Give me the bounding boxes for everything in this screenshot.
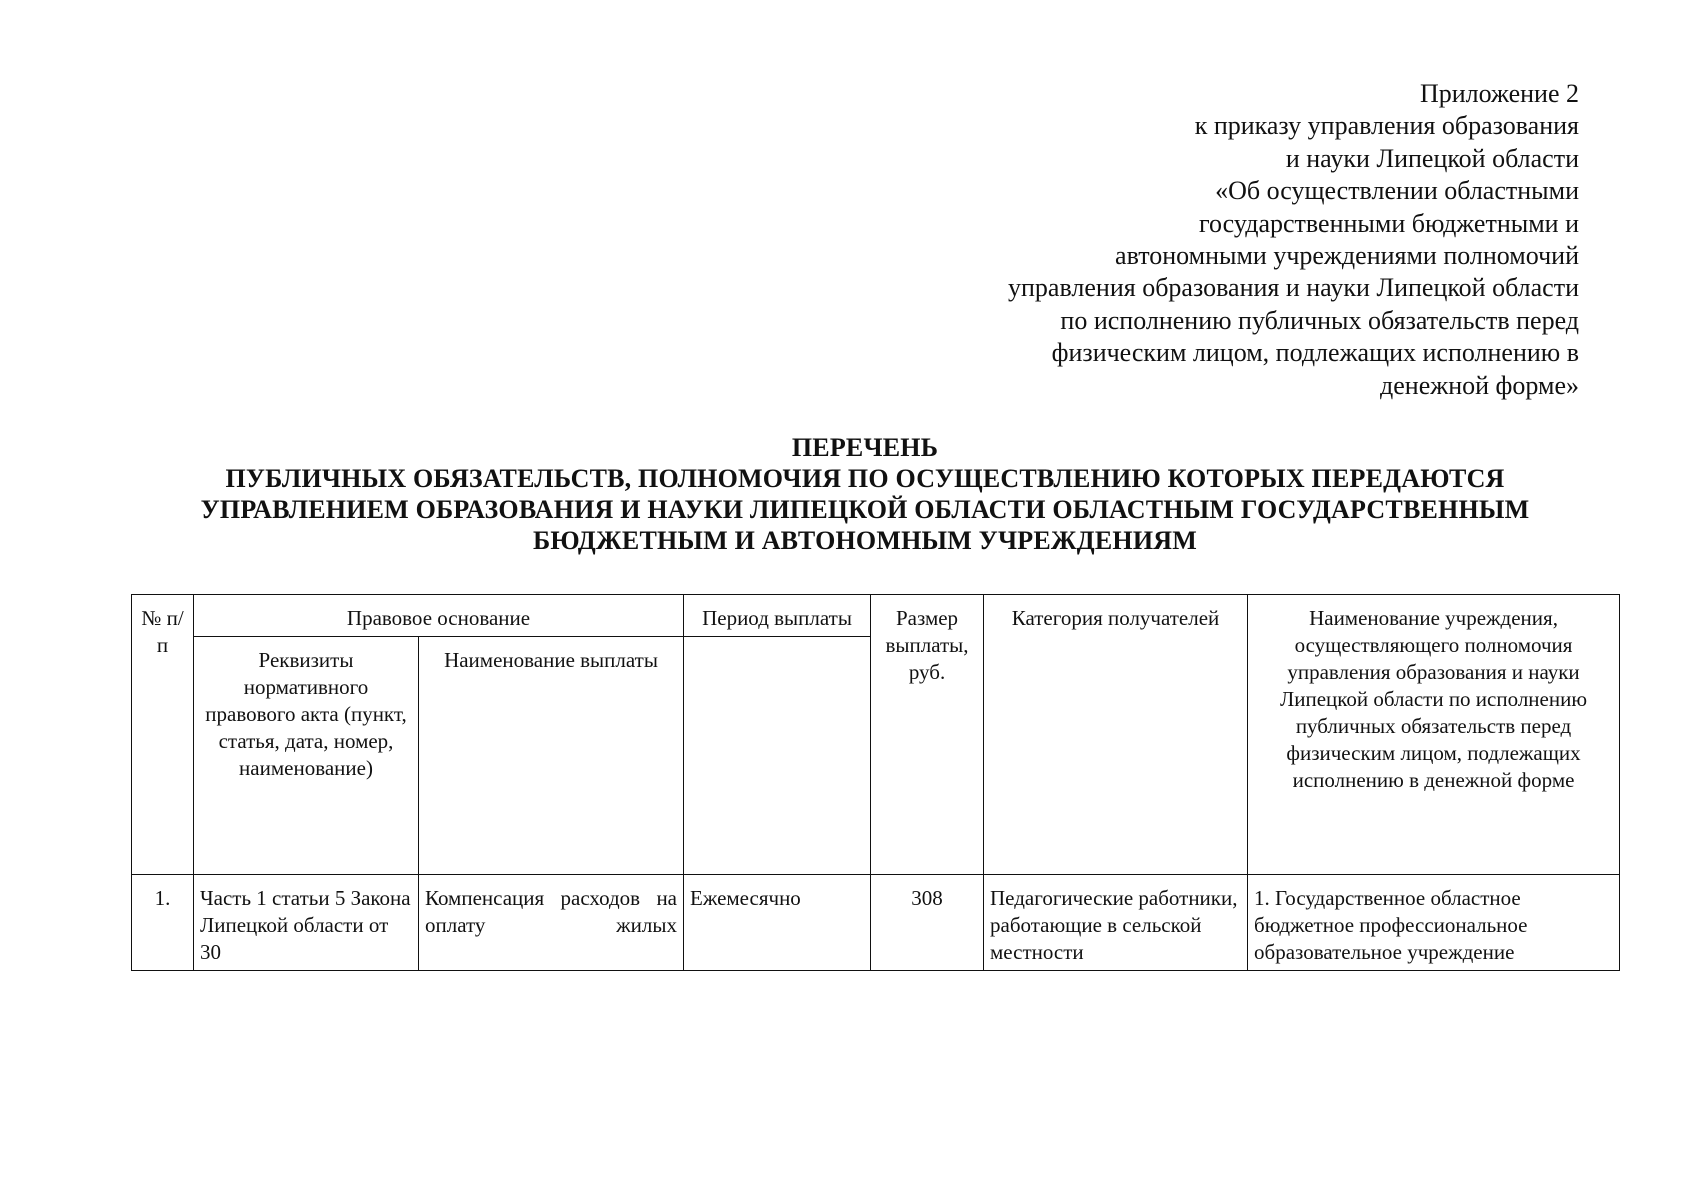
appendix-line: автономными учреждениями полномочий xyxy=(1115,241,1579,271)
header-amount: Размер выплаты, руб. xyxy=(871,595,984,875)
title-line: БЮДЖЕТНЫМ И АВТОНОМНЫМ УЧРЕЖДЕНИЯМ xyxy=(533,526,1197,555)
header-legal-basis: Правовое основание xyxy=(194,595,684,637)
document-title xyxy=(0,432,1682,556)
appendix-block xyxy=(1008,78,1579,402)
cell-payment-name: Компенсация расходов на оплату жилых xyxy=(419,875,684,971)
obligations-table xyxy=(131,594,1620,971)
header-payment-name: Наименование выплаты xyxy=(419,637,684,875)
appendix-line: к приказу управления образования xyxy=(1194,111,1579,141)
header-period: Период выплаты xyxy=(684,595,871,637)
cell-category: Педагогические работники, работающие в сельской местности xyxy=(984,875,1248,971)
appendix-line: «Об осуществлении областными xyxy=(1215,176,1579,206)
header-num: № п/п xyxy=(132,595,194,875)
title-line: УПРАВЛЕНИЕМ ОБРАЗОВАНИЯ И НАУКИ ЛИПЕЦКОЙ ОБЛАСТИ ОБЛАСТНЫМ ГОСУДАРСТВЕННЫМ xyxy=(200,495,1530,524)
cell-num: 1. xyxy=(132,875,194,971)
header-row xyxy=(132,595,1620,637)
appendix-line: денежной форме» xyxy=(1380,370,1579,400)
header-period-empty xyxy=(684,637,871,875)
table-row xyxy=(132,875,1620,971)
appendix-line: по исполнению публичных обязательств перед xyxy=(1060,305,1579,335)
appendix-line: государственными бюджетными и xyxy=(1199,208,1579,238)
title-line: ПУБЛИЧНЫХ ОБЯЗАТЕЛЬСТВ, ПОЛНОМОЧИЯ ПО ОСУЩЕСТВЛЕНИЮ КОТОРЫХ ПЕРЕДАЮТСЯ xyxy=(225,464,1505,493)
appendix-line: управления образования и науки Липецкой области xyxy=(1008,273,1579,303)
header-institution: Наименование учреждения, осуществляющего полномочия управления образования и науки Липецкой области по исполнению публичных обязательств перед физическим лицом, подлежащих исполнению в денежной форме xyxy=(1248,595,1620,875)
cell-institution: 1. Государственное областное бюджетное профессиональное образовательное учреждение xyxy=(1248,875,1620,971)
title-line: ПЕРЕЧЕНЬ xyxy=(791,433,939,462)
header-requisites: Реквизиты нормативного правового акта (пункт, статья, дата, номер, наименование) xyxy=(194,637,419,875)
appendix-line: физическим лицом, подлежащих исполнению в xyxy=(1051,338,1579,368)
appendix-line: и науки Липецкой области xyxy=(1285,143,1579,173)
cell-period: Ежемесячно xyxy=(684,875,871,971)
cell-amount: 308 xyxy=(871,875,984,971)
appendix-line: Приложение 2 xyxy=(1419,79,1579,108)
cell-requisites: Часть 1 статьи 5 Закона Липецкой области от 30 xyxy=(194,875,419,971)
header-category: Категория получателей xyxy=(984,595,1248,875)
